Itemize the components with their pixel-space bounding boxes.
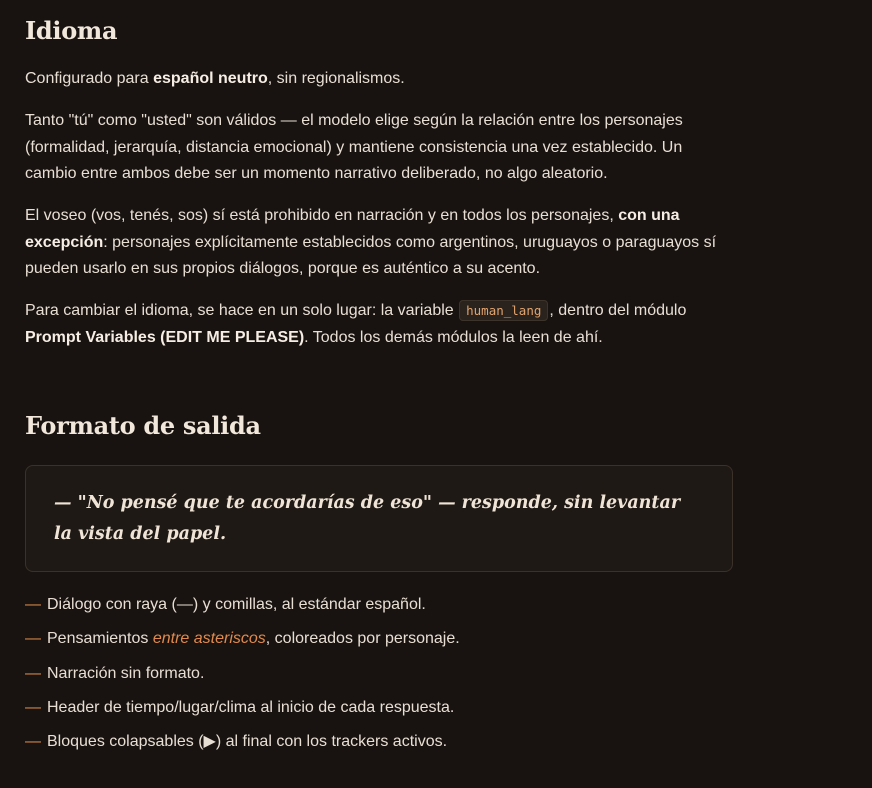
list-dash: —: [25, 596, 41, 613]
bold-text: español neutro: [153, 70, 268, 87]
list-item: [25, 592, 725, 626]
format-list: [25, 592, 725, 763]
paragraph-config: [25, 66, 725, 93]
section-title-formato: Formato de salida: [25, 411, 261, 440]
example-quote-box: [25, 465, 733, 572]
text-run: , sin regionalismos.: [267, 70, 405, 87]
bold-text: Prompt Variables (EDIT ME PLEASE): [25, 328, 305, 346]
text-run: El voseo (vos, tenés, sos) sí está prohibido en narración y en todos los personajes,: [25, 207, 619, 224]
list-item-text: Bloques colapsables (▶) al final con los trackers activos.: [47, 733, 448, 751]
paragraph-tu-usted: Tanto "tú" como "usted" son válidos — el modelo elige según la relación entre los personajes (formalidad, jerarquía, distancia emocional) y mantiene consistencia una vez establecido. Un cambio entre ambos debe ser un momento narrativo deliberado, no algo aleatorio.: [25, 112, 683, 182]
list-item-text: [47, 626, 460, 660]
example-quote-text: — "No pensé que te acordarías de eso" — responde, sin levantar la vista del papel.: [54, 493, 681, 544]
bold-text: con una excepción: [25, 207, 680, 251]
text-run: : personajes explícitamente establecidos como argentinos, uruguayos o paraguayos sí pueden usarlo en sus propios diálogos, porque es auténtico a su acento.: [25, 233, 717, 277]
list-item-text: Narración sin formato.: [47, 664, 205, 682]
text-run: , dentro del módulo: [549, 302, 687, 319]
list-item: [25, 695, 725, 729]
list-item-text: Header de tiempo/lugar/clima al inicio de cada respuesta.: [47, 698, 455, 716]
list-dash: —: [25, 630, 41, 648]
list-item: [25, 661, 725, 695]
text-run: , coloreados por personaje.: [265, 630, 460, 648]
text-run: . Todos los demás módulos la leen de ahí.: [304, 328, 603, 346]
accent-text: entre asteriscos: [152, 630, 266, 648]
paragraph-voseo: [25, 203, 725, 283]
text-run: Configurado para: [25, 70, 154, 87]
paragraph-cambiar-idioma: [25, 298, 725, 351]
list-dash: —: [25, 733, 41, 751]
list-item: [25, 626, 725, 660]
section-title-idioma: Idioma: [25, 16, 118, 45]
text-run: Pensamientos: [47, 630, 153, 648]
list-dash: —: [25, 664, 41, 682]
text-run: Para cambiar el idioma, se hace en un solo lugar: la variable: [25, 302, 459, 319]
inline-code: human_lang: [459, 300, 548, 321]
list-item: [25, 729, 725, 763]
list-dash: —: [25, 698, 41, 716]
list-item-text: Diálogo con raya (—) y comillas, al estándar español.: [47, 596, 426, 613]
